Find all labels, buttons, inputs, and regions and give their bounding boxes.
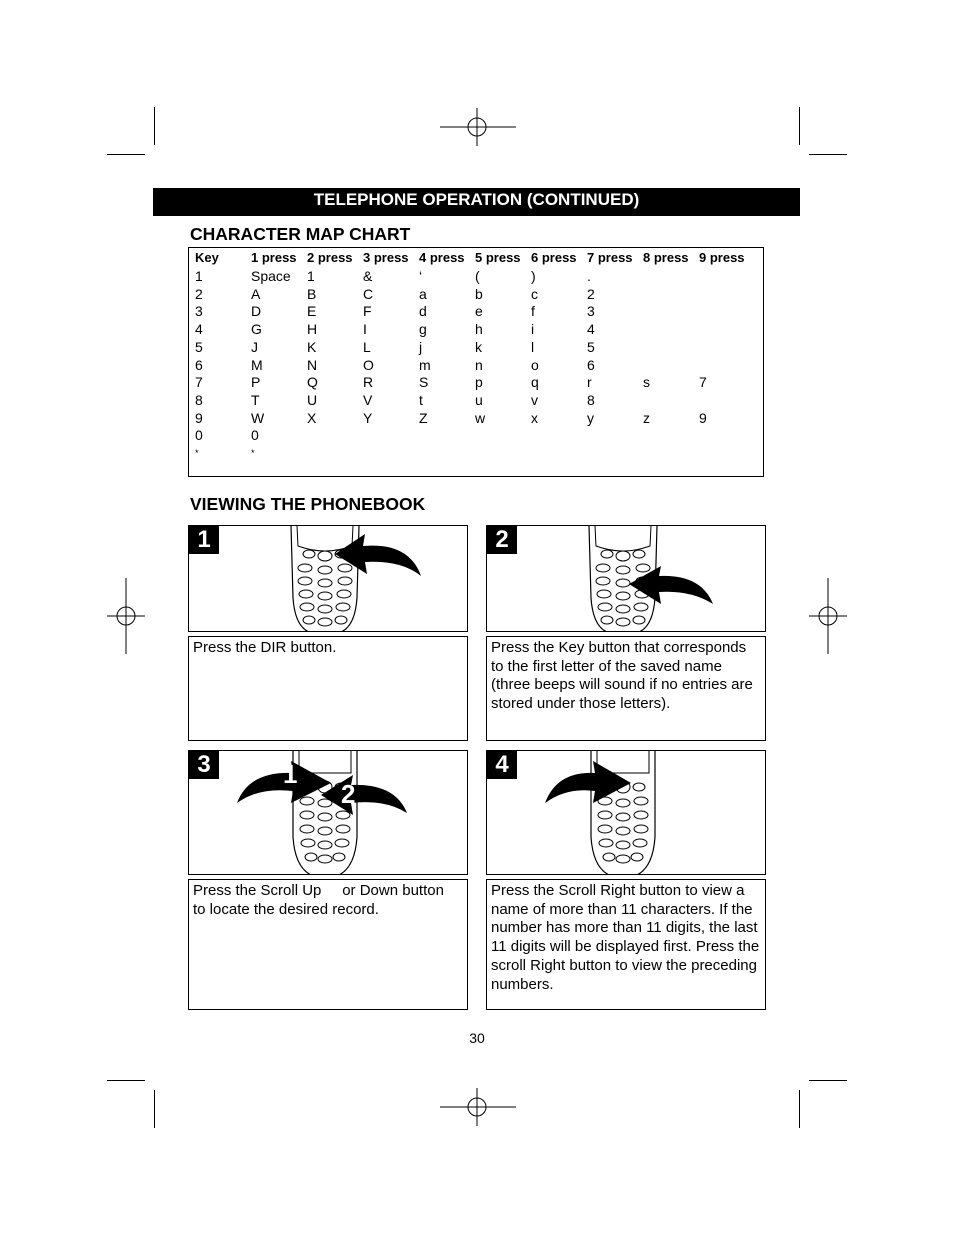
pointer-arrow-icon (625, 564, 717, 606)
registration-mark-icon (440, 108, 516, 146)
step-number: 2 (487, 526, 517, 554)
table-cell: . (587, 268, 591, 284)
scroll-down-arrow-icon (319, 775, 409, 815)
registration-mark-icon (809, 578, 847, 654)
crop-mark (809, 1080, 847, 1081)
table-cell: S (419, 374, 429, 391)
step-number: 1 (189, 526, 219, 554)
table-cell: 4 (195, 321, 203, 338)
table-cell: p (475, 374, 483, 391)
table-cell: i (531, 321, 535, 338)
crop-mark (809, 154, 847, 155)
table-cell: P (251, 374, 261, 391)
table-cell: A (251, 285, 261, 302)
table-cell: 3 (587, 303, 595, 320)
column-header: 2 press (307, 250, 353, 265)
table-cell: Z (419, 409, 428, 426)
crop-mark (107, 1080, 145, 1081)
table-cell: T (251, 391, 260, 408)
table-cell: N (307, 356, 318, 373)
step-2-illustration (486, 525, 766, 632)
table-cell: * (251, 448, 255, 458)
table-cell: Y (363, 409, 373, 426)
table-cell: r (587, 374, 592, 391)
table-cell: c (531, 285, 538, 302)
table-cell: 9 (699, 409, 707, 426)
table-cell: q (531, 374, 539, 391)
table-cell: C (363, 285, 374, 302)
crop-mark (154, 1090, 155, 1128)
table-cell: U (307, 391, 318, 408)
table-cell: F (363, 303, 372, 320)
step-number: 3 (189, 751, 219, 779)
character-map-table (188, 247, 764, 477)
table-cell: a (419, 285, 427, 302)
scroll-right-arrow-icon (543, 759, 633, 803)
registration-mark-icon (440, 1088, 516, 1126)
table-cell: g (419, 321, 427, 338)
step-4-illustration (486, 750, 766, 875)
table-cell: 8 (587, 391, 595, 408)
step-1-illustration (188, 525, 468, 632)
page-number: 30 (469, 1030, 485, 1046)
column-header: 7 press (587, 250, 633, 265)
column-header: 6 press (531, 250, 577, 265)
table-cell: x (531, 409, 538, 426)
table-cell: f (531, 303, 535, 320)
table-cell: h (475, 321, 483, 338)
table-cell: 8 (195, 391, 203, 408)
arrow-label-2: 2 (341, 779, 356, 809)
step-2-text: Press the Key button that corresponds to the first letter of the saved name (three beeps will sound if no entries are stored under those letters). (486, 636, 766, 741)
table-cell: 5 (587, 338, 595, 355)
crop-mark (107, 154, 145, 155)
column-header: 4 press (419, 250, 465, 265)
table-cell: k (475, 338, 482, 355)
table-cell: 2 (195, 285, 203, 302)
table-cell: j (419, 338, 423, 355)
table-cell: 6 (587, 356, 595, 373)
table-cell: 6 (195, 356, 203, 373)
table-cell: m (419, 356, 431, 373)
section-header: TELEPHONE OPERATION (CONTINUED) (153, 188, 800, 216)
table-cell: 7 (195, 374, 203, 391)
table-cell: G (251, 321, 262, 338)
table-cell: 1 (307, 268, 315, 284)
crop-mark (799, 107, 800, 145)
table-cell: v (531, 391, 538, 408)
table-cell: w (475, 409, 486, 426)
table-cell: 9 (195, 409, 203, 426)
table-cell: 1 (195, 268, 203, 284)
table-cell: I (363, 321, 367, 338)
column-header: 5 press (475, 250, 521, 265)
table-cell: 7 (699, 374, 707, 391)
step-3-illustration (188, 750, 468, 875)
table-cell: R (363, 374, 374, 391)
table-cell: & (363, 268, 373, 284)
table-cell: L (363, 338, 371, 355)
table-cell: M (251, 356, 263, 373)
table-cell: H (307, 321, 318, 338)
table-cell: D (251, 303, 262, 320)
table-cell: O (363, 356, 374, 373)
table-cell: X (307, 409, 317, 426)
table-cell: l (531, 338, 535, 355)
crop-mark (154, 107, 155, 145)
step-3-text: Press the Scroll Up or Down button to locate the desired record. (188, 879, 468, 1010)
table-cell: 2 (587, 285, 595, 302)
pointer-arrow-icon (329, 532, 429, 582)
table-cell: 0 (251, 427, 259, 444)
table-cell: B (307, 285, 317, 302)
table-cell: Space (251, 268, 291, 284)
registration-mark-icon (107, 578, 145, 654)
arrow-label-1: 1 (283, 759, 298, 789)
step-4-text: Press the Scroll Right button to view a name of more than 11 characters. If the number has more than 11 digits, the last 11 digits will be displayed first. Press the scroll Right button to view the preceding numbers. (486, 879, 766, 1010)
table-cell: W (251, 409, 265, 426)
table-cell: s (643, 374, 650, 391)
crop-mark (799, 1090, 800, 1128)
table-cell: E (307, 303, 317, 320)
table-cell: u (475, 391, 483, 408)
table-cell: ‘ (419, 268, 423, 284)
column-header: Key (195, 250, 219, 265)
table-cell: * (195, 448, 199, 458)
table-cell: t (419, 391, 423, 408)
column-header: 3 press (363, 250, 409, 265)
column-header: 9 press (699, 250, 745, 265)
table-cell: 5 (195, 338, 203, 355)
table-cell: 4 (587, 321, 595, 338)
table-cell: J (251, 338, 258, 355)
table-cell: e (475, 303, 483, 320)
table-cell: Q (307, 374, 318, 391)
table-cell: 3 (195, 303, 203, 320)
table-cell: ( (475, 268, 480, 284)
table-cell: z (643, 409, 650, 426)
step-1-text: Press the DIR button. (188, 636, 468, 741)
character-map-title: CHARACTER MAP CHART (190, 224, 411, 244)
table-cell: b (475, 285, 483, 302)
column-header: 1 press (251, 250, 297, 265)
table-cell: o (531, 356, 539, 373)
step-number: 4 (487, 751, 517, 779)
table-cell: ) (531, 268, 536, 284)
column-header: 8 press (643, 250, 689, 265)
table-cell: K (307, 338, 317, 355)
table-cell: 0 (195, 427, 203, 444)
table-cell: y (587, 409, 594, 426)
phonebook-title: VIEWING THE PHONEBOOK (190, 494, 426, 514)
table-cell: d (419, 303, 427, 320)
table-cell: V (363, 391, 373, 408)
table-cell: n (475, 356, 483, 373)
